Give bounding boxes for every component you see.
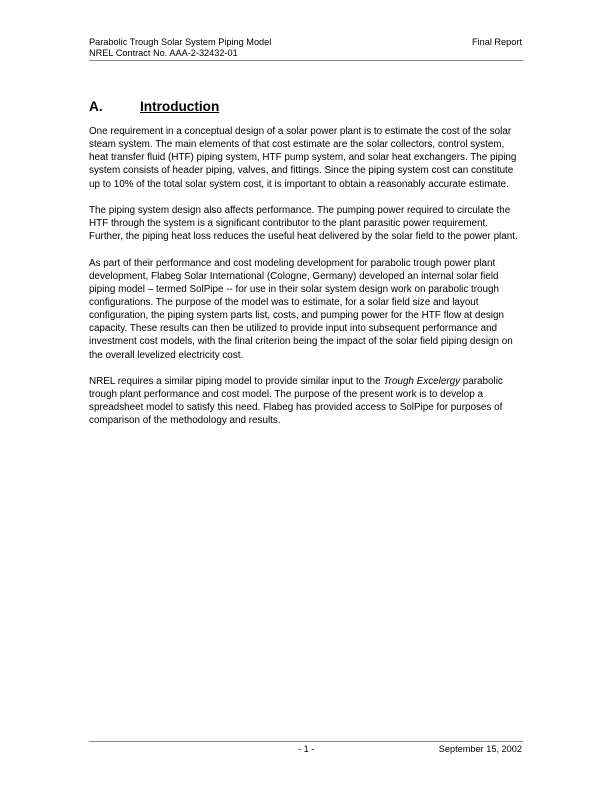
footer-divider [89, 741, 523, 742]
header-title: Parabolic Trough Solar System Piping Model [89, 37, 272, 47]
section-heading [89, 98, 219, 115]
paragraph-2: The piping system design also affects performance. The pumping power required to circulate the HTF through the system is a significant contributor to the plant parasitic power requirement. Further, the piping heat loss reduces the useful heat delivered by the solar field to the power plant. [89, 204, 518, 243]
page-number: - 1 - [298, 744, 315, 754]
paragraph-3: As part of their performance and cost modeling development for parabolic trough power plant development, Flabeg Solar International (Cologne, Germany) developed an internal solar field piping model – termed SolPipe -- for use in their solar system design work on parabolic trough configurations. The purpose of the model was to estimate, for a solar field size and layout configuration, the piping system parts list, costs, and pumping power for the HTF flow at design capacity. These results can then be utilized to provide input into subsequent performance and investment cost models, with the final criterion being the impact of the solar field piping design on the overall levelized electricity cost. [89, 257, 513, 361]
model-name: Trough Excelergy [383, 375, 461, 387]
footer-date: September 15, 2002 [438, 744, 522, 754]
header-contract: NREL Contract No. AAA-2-32432-01 [89, 48, 238, 58]
header-divider [89, 60, 523, 61]
paragraph-4 [89, 375, 523, 428]
header-report-type: Final Report [471, 37, 522, 47]
paragraph-1: One requirement in a conceptual design of a solar power plant is to estimate the cost of the solar steam system. The main elements of that cost estimate are the solar collectors, control system, heat transfer fluid (HTF) piping system, HTF pump system, and solar heat exchangers. The piping system consists of header piping, valves, and fittings. Since the piping system cost can constitute up to 10% of the total solar system cost, it is important to obtain a reasonably accurate estimate. [89, 126, 517, 190]
section-number: A. [89, 99, 103, 114]
body-text [89, 125, 523, 441]
paragraph-4-start: NREL requires a similar piping model to provide similar input to the [89, 375, 384, 387]
section-title: Introduction [140, 99, 220, 114]
paragraph-4-end: parabolic trough plant performance and cost model. The purpose of the present work is to develop a spreadsheet model to satisfy this need. Flabeg has provided access to SolPipe for purposes of comparison of the methodology and results. [89, 375, 503, 427]
